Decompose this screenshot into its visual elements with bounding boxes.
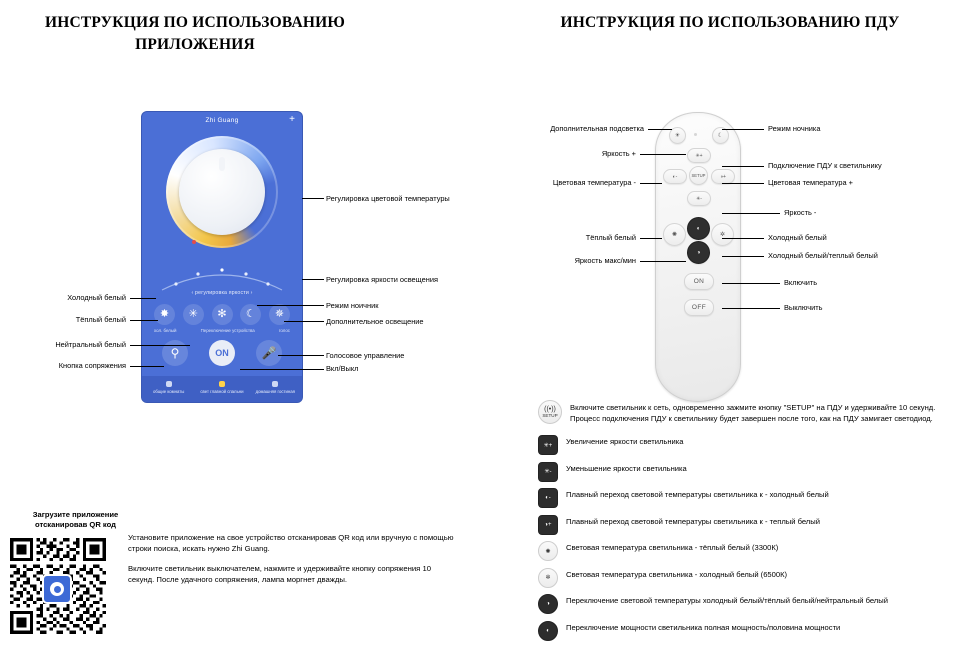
tab-label-living-room: домашняя гостиная <box>255 389 296 394</box>
callout-line <box>640 183 662 184</box>
callout-brightness-up: Яркость + <box>601 149 636 158</box>
legend-item-label: Световая температура светильника - тёплый белый (3300К) <box>566 543 779 552</box>
power-toggle-icon: ◐ <box>538 621 558 641</box>
warm-white-icon[interactable]: ✳ <box>183 304 204 325</box>
tab-living-room[interactable] <box>249 376 302 402</box>
off-button[interactable]: OFF <box>684 299 714 316</box>
pairing-icon[interactable]: ⚲ <box>162 340 188 366</box>
callout-warm-white: Тёплый белый <box>75 315 126 324</box>
dial-knob[interactable] <box>179 149 265 235</box>
voice-icon[interactable]: 🎤 <box>256 340 282 366</box>
callout-line <box>722 256 764 257</box>
callout-power: Вкл/Выкл <box>326 364 359 373</box>
callout-pairing-button: Кнопка сопряжения <box>58 361 126 370</box>
callout-line <box>257 305 324 306</box>
cold-white-icon[interactable]: ✸ <box>154 304 175 325</box>
legend-block <box>538 400 958 647</box>
brightness-slider[interactable] <box>158 260 286 294</box>
tab-label-common-rooms: общие комнаты <box>152 389 185 394</box>
callout-brightness-maxmin: Яркость макс/мин <box>574 256 636 265</box>
callout-line <box>240 369 324 370</box>
night-mode-icon[interactable]: ☾ <box>240 304 261 325</box>
label-device-switch: Переключение устройства <box>200 328 255 333</box>
cold-white-icon: ✲ <box>538 568 558 588</box>
callout-color-temp-up: Цветовая температура + <box>768 178 853 187</box>
callout-line <box>722 238 764 239</box>
label-voice: голос <box>278 328 290 333</box>
callout-night-mode: Режим ноичник <box>326 301 379 310</box>
extra-light-icon[interactable]: ✵ <box>269 304 290 325</box>
callout-line <box>302 198 324 199</box>
legend-item <box>538 541 958 561</box>
callout-line <box>648 129 672 130</box>
legend-item <box>538 621 958 641</box>
callout-warm-white-remote: Тёплый белый <box>585 233 636 242</box>
tab-common-rooms[interactable] <box>142 376 195 402</box>
callout-line <box>130 320 158 321</box>
callout-line <box>640 261 686 262</box>
callout-turn-on: Включить <box>784 278 818 287</box>
callout-cold-white: Холодный белый <box>67 293 126 302</box>
instructions-paragraph-2: Включите светильник выключателем, нажмите и удерживайте кнопку сопряжения 10 секунд. После удачного сопряжения, лампа моргнет дважды. <box>128 564 432 585</box>
legend-item-label: Плавный переход световой температуры светильника к - холодный белый <box>566 490 829 499</box>
app-logo-icon <box>42 574 72 604</box>
setup-button[interactable]: SETUP <box>689 166 708 185</box>
brightness-up-icon: ✳+ <box>538 435 558 455</box>
action-icon-row <box>162 340 282 366</box>
color-temp-up-icon: ◑+ <box>538 515 558 535</box>
callout-cold-white-remote: Холодный белый <box>768 233 827 242</box>
label-cold-white: хол. белый <box>154 328 177 333</box>
dial-indicator-dot <box>192 240 196 244</box>
color-temp-up-button[interactable]: ◑+ <box>711 169 735 184</box>
phone-tabbar <box>142 376 302 402</box>
warm-white-button[interactable]: ✺ <box>663 223 686 246</box>
warm-white-icon: ✺ <box>538 541 558 561</box>
callout-night-mode-remote: Режим ночника <box>768 124 821 133</box>
qr-title: Загрузите приложение отсканировав QR код <box>32 510 119 529</box>
tab-icon-bedroom <box>219 381 225 387</box>
callout-line <box>722 183 764 184</box>
color-temp-down-icon: ◐- <box>538 488 558 508</box>
page-title-left: ИНСТРУКЦИЯ ПО ИСПОЛЬЗОВАНИЮ ПРИЛОЖЕНИЯ <box>44 14 346 54</box>
callout-line <box>130 366 164 367</box>
brightness-down-button[interactable]: ✳- <box>687 191 711 206</box>
instructions-text <box>128 532 458 595</box>
instructions-paragraph-1: Установите приложение на свое устройство отсканировав QR код или вручную с помощью строки поиска, искать нужно Zhi Guang. <box>128 533 454 554</box>
dial-notch-icon <box>219 157 225 171</box>
callout-brightness: Регулировка яркости освещения <box>326 275 438 284</box>
app-title: Zhi Guang <box>205 117 239 124</box>
tab-icon-living <box>272 381 278 387</box>
setup-icon: ((•)) SETUP <box>538 400 562 424</box>
callout-voice-control: Голосовое управление <box>326 351 405 360</box>
legend-item-label: Переключение мощности светильника полная мощность/половина мощности <box>566 622 841 632</box>
callout-neutral-white: Нейтральный белый <box>55 340 126 349</box>
tab-bedroom-light[interactable] <box>195 376 248 402</box>
on-button[interactable]: ON <box>684 273 714 290</box>
callout-line <box>722 283 780 284</box>
callout-line <box>722 166 764 167</box>
callout-line <box>302 279 324 280</box>
legend-item-label: Плавный переход световой температуры светильника к - теплый белый <box>566 516 820 526</box>
callout-line <box>640 154 686 155</box>
callout-line <box>278 355 324 356</box>
callout-color-temp-down: Цветовая температура - <box>552 178 636 187</box>
extra-light-button[interactable]: ☀ <box>669 127 686 144</box>
callout-line <box>722 308 780 309</box>
callout-remote-pairing: Подключение ПДУ к светильнику <box>768 161 882 170</box>
legend-item-label: Уменьшение яркости светильника <box>566 463 687 473</box>
tab-icon-rooms <box>166 381 172 387</box>
legend-item <box>538 462 958 482</box>
remote-control-mockup <box>655 112 741 402</box>
legend-item <box>538 515 958 535</box>
mode-sub-labels <box>154 328 290 333</box>
callout-brightness-down: Яркость - <box>784 208 817 217</box>
callout-line <box>284 321 324 322</box>
legend-item-label: Увеличение яркости светильника <box>566 437 684 446</box>
color-temperature-dial[interactable] <box>166 136 278 248</box>
neutral-white-icon[interactable]: ✻ <box>212 304 233 325</box>
callout-turn-off: Выключить <box>784 303 823 312</box>
callout-line <box>722 213 780 214</box>
tab-label-bedroom-light: свет главной спальни <box>200 389 244 394</box>
legend-item-label: Световая температура светильника - холодный белый (6500К) <box>566 569 788 579</box>
cold-white-button[interactable]: ✲ <box>711 223 734 246</box>
color-temp-toggle-icon: ◑ <box>538 594 558 614</box>
callout-extra-backlight: Дополнительная подсветка <box>550 124 644 133</box>
legend-item <box>538 594 958 614</box>
power-toggle-button[interactable]: ON <box>209 340 235 366</box>
legend-item <box>538 568 958 588</box>
callout-cold-warm-toggle: Холодный белый/теплый белый <box>768 251 878 260</box>
legend-item-label: Переключение световой температуры холодный белый/тёплый белый/нейтральный белый <box>566 596 888 605</box>
legend-item <box>538 488 958 508</box>
callout-color-temperature: Регулировка цветовой температуры <box>326 194 450 203</box>
cold-warm-toggle-button[interactable]: ◑ <box>687 241 710 264</box>
phone-mockup <box>142 112 302 402</box>
night-mode-button[interactable]: ☾ <box>712 127 729 144</box>
callout-line <box>130 298 156 299</box>
mode-icon-row <box>154 304 290 325</box>
callout-extra-light: Дополнительное освещение <box>326 317 424 326</box>
brightness-maxmin-button[interactable]: ◐ <box>687 217 710 240</box>
setup-note <box>538 400 958 424</box>
led-indicator <box>694 133 697 136</box>
legend-item <box>538 435 958 455</box>
add-device-button[interactable]: + <box>289 114 295 125</box>
callout-line <box>130 345 190 346</box>
page-title-right: ИНСТРУКЦИЯ ПО ИСПОЛЬЗОВАНИЮ ПДУ <box>560 14 900 31</box>
callout-line <box>722 129 764 130</box>
color-temp-down-button[interactable]: ◐- <box>663 169 687 184</box>
brightness-down-icon: ✳- <box>538 462 558 482</box>
setup-note-text: Включите светильник к сеть, одновременно зажмите кнопку "SETUP" на ПДУ и удерживайте 10 секунд. Процесс подключения ПДУ к светильнику будет завершен после того, как на ПДУ замигает светодиод. <box>570 403 936 423</box>
brightness-up-button[interactable]: ✳+ <box>687 148 711 163</box>
brightness-caption: ‹ регулировка яркости › <box>191 290 253 296</box>
callout-line <box>640 238 662 239</box>
setup-icon-label: SETUP <box>542 413 558 418</box>
